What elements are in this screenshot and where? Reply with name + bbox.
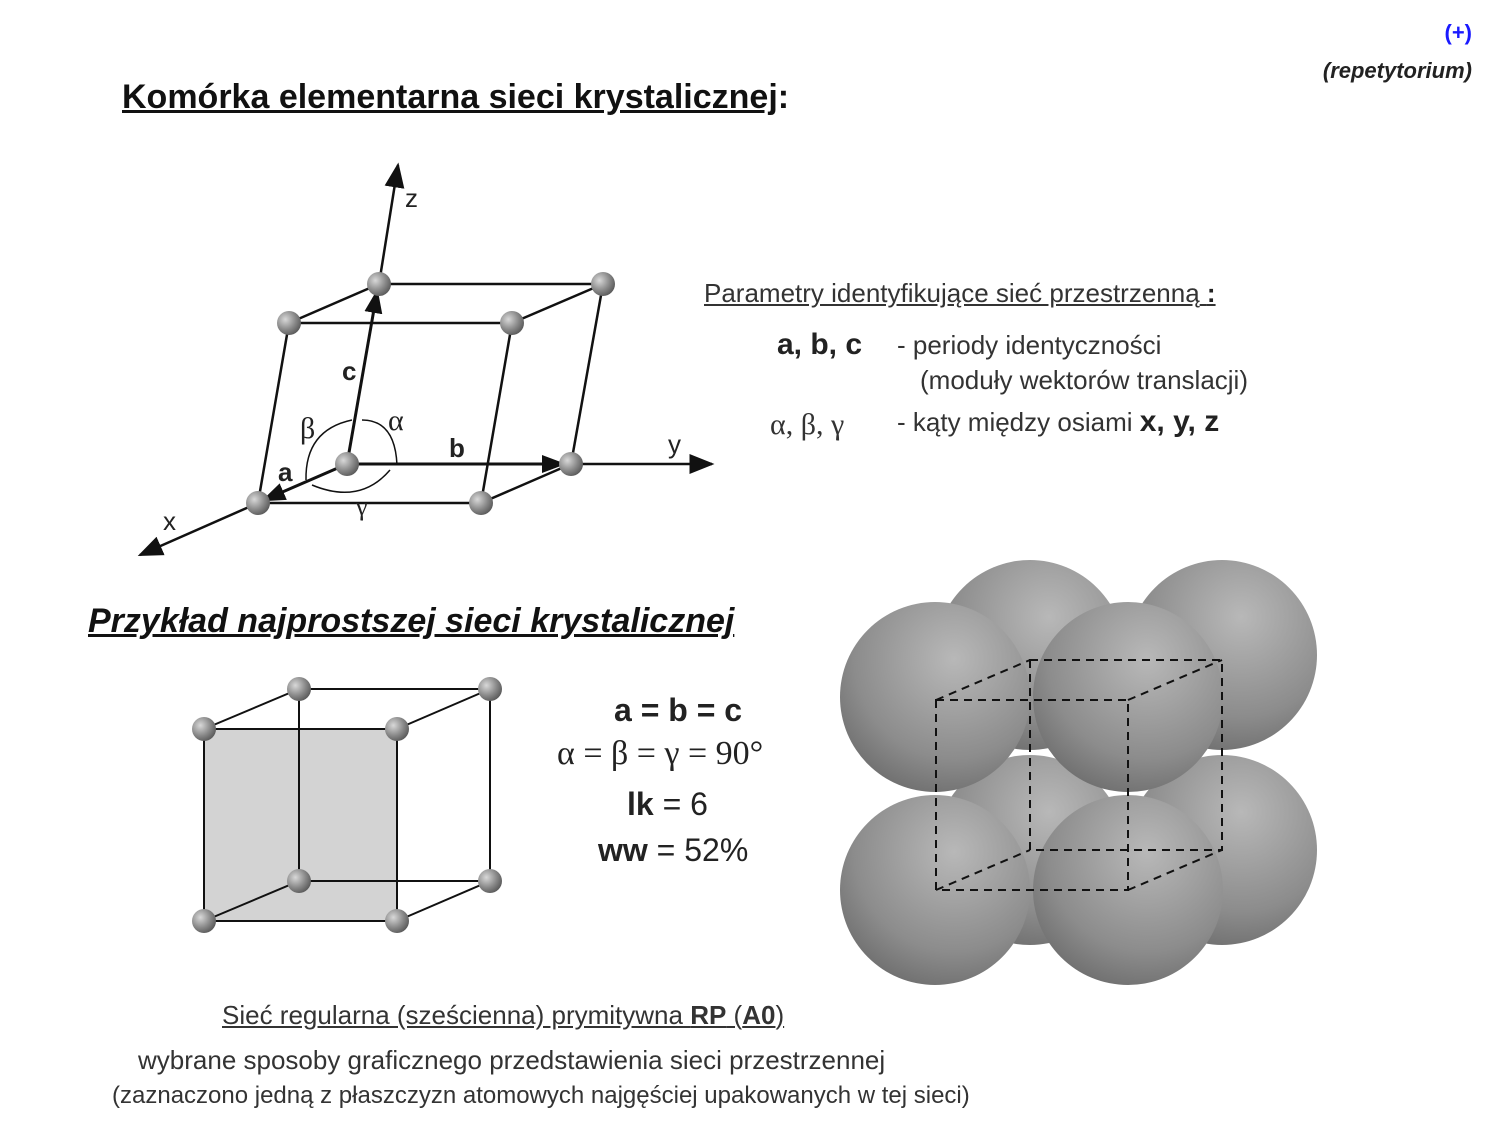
label-gamma: γ — [356, 492, 368, 521]
section2-title: Przykład najprostszej sieci krystalicznej — [88, 602, 735, 640]
param-abc-desc: - periody identyczności — [897, 330, 1162, 360]
params-heading-colon: : — [1206, 278, 1216, 308]
eq-coordination — [627, 786, 708, 823]
caption-lattice-name — [222, 1000, 784, 1031]
params-heading — [704, 278, 1216, 309]
z-axis — [379, 165, 398, 284]
param-abc-desc2: (moduły wektorów translacji) — [920, 365, 1248, 395]
unit-cell-atoms — [246, 272, 615, 515]
param-angles-text: - kąty między osiami — [897, 407, 1133, 437]
label-x: x — [163, 506, 176, 536]
caption-prefix: Sieć regularna (sześcienna) prymitywna — [222, 1000, 691, 1030]
params-heading-text: Parametry identyfikujące sieć przestrzenną — [704, 278, 1200, 308]
ww-value: = 52% — [647, 832, 749, 868]
section1-title-text: Komórka elementarna sieci krystalicznej — [122, 78, 778, 116]
caption-rp: RP — [690, 1000, 727, 1030]
ww-label: ww — [598, 832, 648, 868]
simple-cubic-cell — [204, 689, 490, 921]
caption-a0: A0 — [742, 1000, 776, 1030]
eq-abc: a = b = c — [614, 692, 743, 728]
caption-close: ) — [775, 1000, 785, 1030]
vector-a — [264, 464, 347, 500]
section1-title-colon: : — [777, 78, 790, 116]
label-c: c — [342, 356, 357, 386]
eq-angles: α = β = γ = 90° — [557, 735, 764, 772]
caption-line2: wybrane sposoby graficznego przedstawienia sieci przestrzennej — [138, 1045, 886, 1075]
param-angles-desc — [897, 405, 1219, 439]
subtitle: (repetytorium) — [1322, 58, 1472, 83]
param-angles: α, β, γ — [770, 408, 845, 441]
x-axis — [140, 503, 258, 555]
caption-line3: (zaznaczono jedną z płaszczyzn atomowych najgęściej upakowanych w tej sieci) — [112, 1082, 970, 1109]
label-b: b — [449, 433, 465, 463]
plus-marker: (+) — [1444, 20, 1472, 45]
unit-cell-diagram — [140, 165, 712, 555]
param-axes: x, y, z — [1139, 405, 1220, 438]
label-a: a — [278, 457, 293, 487]
eq-packing — [598, 832, 748, 869]
label-z: z — [405, 183, 418, 213]
lk-value: = 6 — [653, 786, 708, 822]
label-beta: β — [300, 412, 316, 445]
hard-sphere-model — [840, 560, 1317, 985]
lk-label: lk — [627, 786, 654, 822]
label-alpha: α — [388, 404, 404, 437]
caption-open: ( — [726, 1000, 743, 1030]
label-y: y — [668, 429, 681, 459]
param-abc: a, b, c — [777, 328, 863, 361]
